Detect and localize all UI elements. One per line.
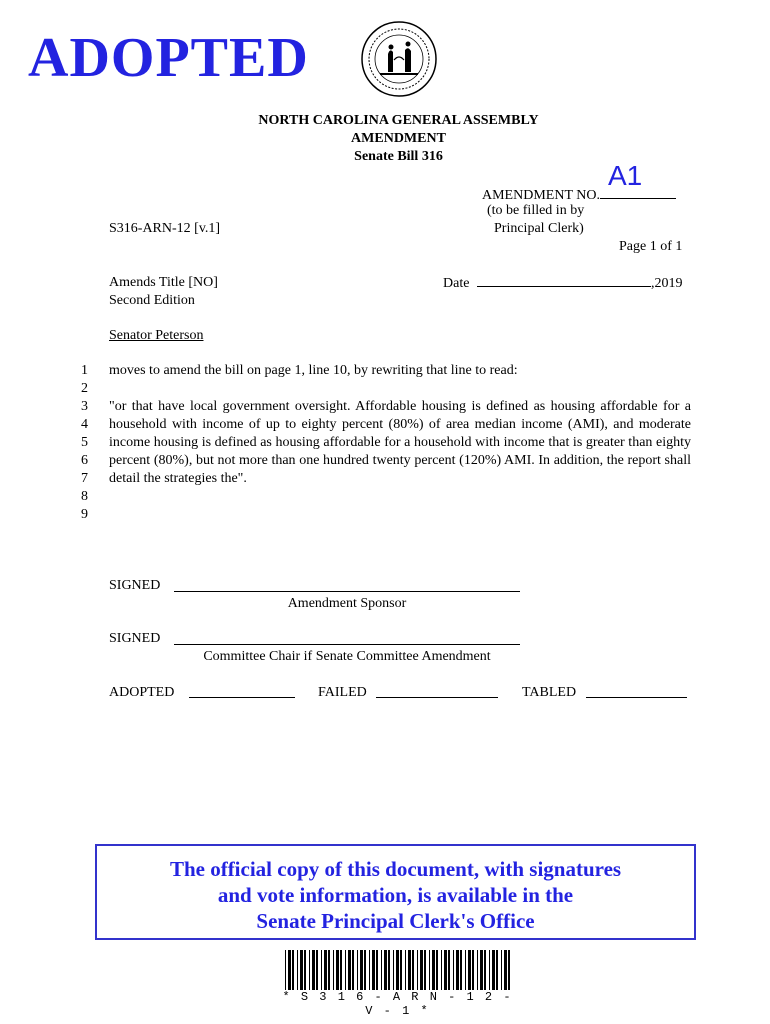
barcode-bar: [501, 950, 502, 990]
barcode-bar: [312, 950, 315, 990]
barcode-bar: [381, 950, 382, 990]
page-number: Page 1 of 1: [619, 239, 683, 254]
line-number: 5: [81, 435, 88, 450]
assembly-header: NORTH CAROLINA GENERAL ASSEMBLY: [258, 113, 539, 128]
barcode-bar: [441, 950, 442, 990]
barcode-bar: [429, 950, 430, 990]
barcode-bar: [460, 950, 462, 990]
barcode-bar: [285, 950, 286, 990]
amendment-number-value: A1: [607, 160, 643, 191]
barcode-bar: [456, 950, 459, 990]
barcode-bar: [300, 950, 303, 990]
line-number: 8: [81, 489, 88, 504]
barcode-bar: [465, 950, 466, 990]
line-number: 7: [81, 471, 88, 486]
line-number: 4: [81, 417, 88, 432]
amends-title: Amends Title [NO]: [109, 275, 218, 290]
barcode-bar: [412, 950, 414, 990]
barcode-bar: [477, 950, 478, 990]
barcode-bar: [480, 950, 483, 990]
signed-label-2: SIGNED: [109, 631, 161, 646]
barcode-bar: [304, 950, 306, 990]
amendment-number-label: AMENDMENT NO.: [482, 188, 600, 203]
barcode-bar: [357, 950, 358, 990]
amendment-note-2: Principal Clerk): [494, 221, 584, 236]
official-copy-notice: [95, 844, 696, 940]
barcode-bar: [436, 950, 438, 990]
barcode-text: * S 3 1 6 - A R N - 1 2 - V - 1 *: [282, 990, 513, 1018]
failed-label: FAILED: [318, 685, 367, 700]
date-line: [477, 274, 651, 287]
amendment-text: "or that have local government oversight. Affordable housing is defined as housing affordable for a household with income of up to eighty percent (80%) of area median income (AMI), and moderate income housing is defined as housing affordable for a household with income that is greater than eighty percent (80%), but not more than one hundred twenty percent (120%) AMI. In addition, the report shall detail the strategies the".: [109, 399, 691, 486]
barcode-bar: [328, 950, 330, 990]
notice-line-3: Senate Principal Clerk's Office: [256, 909, 535, 933]
amendment-instruction: moves to amend the bill on page 1, line 10, by rewriting that line to read:: [109, 363, 518, 378]
line-number: 9: [81, 507, 88, 522]
barcode-bar: [432, 950, 435, 990]
failed-line: [376, 697, 498, 698]
barcode-bar: [316, 950, 318, 990]
barcode-bar: [448, 950, 450, 990]
barcode-bar: [489, 950, 490, 990]
barcode: [285, 950, 510, 990]
barcode-bar: [333, 950, 334, 990]
barcode-bar: [288, 950, 291, 990]
barcode-bar: [384, 950, 387, 990]
tabled-label: TABLED: [522, 685, 577, 700]
barcode-bar: [393, 950, 394, 990]
chair-signature-line: [174, 644, 520, 645]
amendment-note-1: (to be filled in by: [487, 203, 585, 218]
barcode-bar: [364, 950, 366, 990]
adopted-stamp: ADOPTED: [28, 27, 309, 89]
line-number: 6: [81, 453, 88, 468]
barcode-bar: [405, 950, 406, 990]
barcode-bar: [484, 950, 486, 990]
sponsor-signature-line: [174, 591, 520, 592]
date-field: [443, 274, 682, 293]
adopted-label: ADOPTED: [109, 685, 175, 700]
barcode-bar: [420, 950, 423, 990]
barcode-bar: [504, 950, 507, 990]
barcode-bar: [321, 950, 322, 990]
adopted-line: [189, 697, 295, 698]
barcode-bar: [369, 950, 370, 990]
document-id: S316-ARN-12 [v.1]: [109, 221, 221, 236]
edition: Second Edition: [109, 293, 195, 308]
line-number: 1: [81, 363, 88, 378]
barcode-bar: [417, 950, 418, 990]
date-label: Date: [443, 276, 470, 291]
barcode-bar: [376, 950, 378, 990]
bill-header: Senate Bill 316: [354, 149, 443, 164]
barcode-bar: [292, 950, 294, 990]
line-number: 3: [81, 399, 88, 414]
barcode-bar: [340, 950, 342, 990]
line-number: 2: [81, 381, 88, 396]
barcode-bar: [396, 950, 399, 990]
notice-line-1: The official copy of this document, with signatures: [169, 857, 622, 881]
barcode-bar: [324, 950, 327, 990]
barcode-bar: [348, 950, 351, 990]
barcode-bar: [345, 950, 346, 990]
amendment-number-line: [600, 160, 676, 199]
amendment-header: AMENDMENT: [351, 131, 446, 146]
sponsor-caption: Amendment Sponsor: [287, 596, 407, 611]
barcode-bar: [472, 950, 474, 990]
signed-label-1: SIGNED: [109, 578, 161, 593]
barcode-bar: [372, 950, 375, 990]
barcode-bar: [492, 950, 495, 990]
barcode-bar: [400, 950, 402, 990]
date-year: ,2019: [650, 276, 683, 291]
state-seal-icon: [360, 20, 438, 98]
barcode-bar: [297, 950, 298, 990]
barcode-bar: [309, 950, 310, 990]
chair-caption: Committee Chair if Senate Committee Amendment: [203, 649, 491, 664]
barcode-bar: [453, 950, 454, 990]
barcode-bar: [360, 950, 363, 990]
barcode-bar: [468, 950, 471, 990]
barcode-bar: [424, 950, 426, 990]
notice-line-2: and vote information, is available in the: [217, 883, 574, 907]
sponsor-name: Senator Peterson: [109, 328, 204, 343]
barcode-bar: [408, 950, 411, 990]
line-numbers: [76, 362, 88, 524]
barcode-bar: [496, 950, 498, 990]
barcode-bar: [388, 950, 390, 990]
barcode-bar: [508, 950, 510, 990]
barcode-bar: [352, 950, 354, 990]
barcode-bar: [444, 950, 447, 990]
tabled-line: [586, 697, 687, 698]
barcode-bar: [336, 950, 339, 990]
